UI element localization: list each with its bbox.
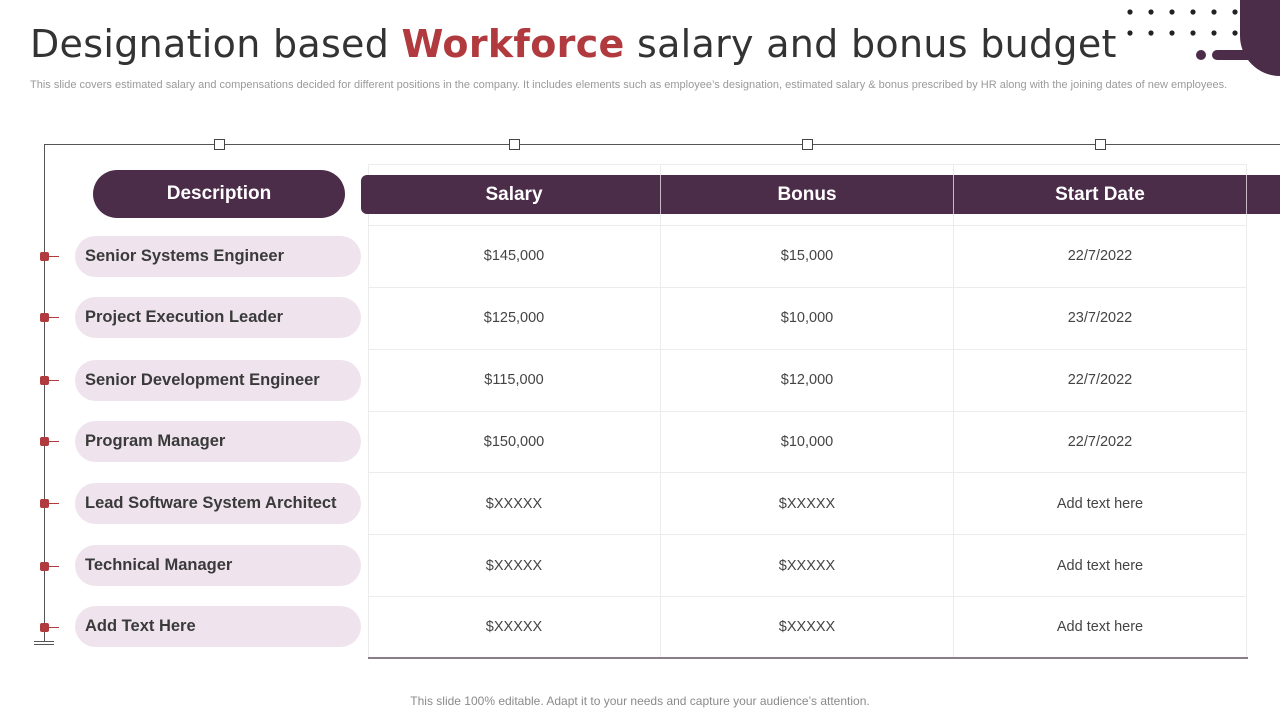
start-date-cell: Add text here bbox=[1056, 558, 1144, 574]
page-subtitle: This slide covers estimated salary and compensations decided for different positions in the company. It includes elements such as employee’s designation, estimated salary & bonus prescribed by HR along with the joining dates of new employees. bbox=[30, 79, 1228, 91]
grid-line bbox=[368, 411, 1246, 412]
bonus-cell: $12,000 bbox=[780, 372, 834, 388]
row-description: Senior Development Engineer bbox=[75, 360, 361, 401]
bonus-cell: $15,000 bbox=[780, 248, 834, 264]
bonus-cell: $10,000 bbox=[780, 310, 834, 326]
grid-line bbox=[368, 472, 1246, 473]
decorative-dot bbox=[1196, 50, 1206, 60]
grid-line bbox=[368, 164, 1246, 165]
title-suffix: salary and bonus budget bbox=[624, 22, 1117, 66]
grid-line bbox=[368, 225, 1246, 226]
bonus-cell: $XXXXX bbox=[778, 496, 836, 512]
page-title bbox=[30, 22, 1117, 66]
start-date-cell: Add text here bbox=[1056, 496, 1144, 512]
bonus-cell: $XXXXX bbox=[778, 619, 836, 635]
start-date-cell: 23/7/2022 bbox=[1067, 310, 1133, 326]
header-separator bbox=[660, 175, 661, 214]
title-prefix: Designation based bbox=[30, 22, 402, 66]
row-description: Program Manager bbox=[75, 421, 361, 462]
decorative-bar bbox=[1212, 50, 1256, 60]
row-marker bbox=[40, 376, 49, 385]
row-marker-line bbox=[49, 256, 59, 257]
frame-base-line bbox=[34, 644, 54, 645]
row-description: Add Text Here bbox=[75, 606, 361, 647]
start-date-header: Start Date bbox=[1055, 183, 1145, 205]
start-date-cell: 22/7/2022 bbox=[1067, 372, 1133, 388]
header-separator bbox=[953, 175, 954, 214]
row-marker bbox=[40, 313, 49, 322]
row-marker bbox=[40, 499, 49, 508]
grid-line bbox=[1246, 164, 1247, 658]
row-marker bbox=[40, 623, 49, 632]
salary-header: Salary bbox=[485, 183, 543, 205]
footer-note: This slide 100% editable. Adapt it to your needs and capture your audience’s attention. bbox=[410, 694, 870, 708]
salary-cell: $XXXXX bbox=[485, 496, 543, 512]
row-description: Project Execution Leader bbox=[75, 297, 361, 338]
row-marker-line bbox=[49, 380, 59, 381]
row-marker-line bbox=[49, 503, 59, 504]
start-date-cell: 22/7/2022 bbox=[1067, 248, 1133, 264]
frame-handle bbox=[509, 139, 520, 150]
salary-cell: $115,000 bbox=[484, 372, 544, 388]
salary-cell: $XXXXX bbox=[485, 558, 543, 574]
title-accent: Workforce bbox=[401, 22, 625, 66]
frame-handle bbox=[214, 139, 225, 150]
grid-line bbox=[368, 534, 1246, 535]
row-marker-line bbox=[49, 627, 59, 628]
row-description: Senior Systems Engineer bbox=[75, 236, 361, 277]
row-marker-line bbox=[49, 317, 59, 318]
frame-handle bbox=[1095, 139, 1106, 150]
row-marker-line bbox=[49, 441, 59, 442]
salary-cell: $150,000 bbox=[483, 434, 545, 450]
header-separator bbox=[1246, 175, 1247, 214]
decorative-corner-shape bbox=[1240, 0, 1280, 76]
row-marker bbox=[40, 437, 49, 446]
grid-line bbox=[368, 349, 1246, 350]
row-marker-line bbox=[49, 566, 59, 567]
start-date-cell: Add text here bbox=[1056, 619, 1144, 635]
salary-cell: $XXXXX bbox=[485, 619, 543, 635]
row-description: Technical Manager bbox=[75, 545, 361, 586]
bonus-header: Bonus bbox=[777, 183, 837, 205]
decorative-dot-grid bbox=[1124, 6, 1244, 38]
description-header: Description bbox=[93, 170, 345, 218]
salary-cell: $145,000 bbox=[483, 248, 545, 264]
table-bottom-line bbox=[368, 657, 1248, 659]
bonus-cell: $10,000 bbox=[780, 434, 834, 450]
bonus-cell: $XXXXX bbox=[778, 558, 836, 574]
row-description: Lead Software System Architect bbox=[75, 483, 361, 524]
frame-base-line bbox=[34, 641, 54, 642]
row-marker bbox=[40, 252, 49, 261]
grid-line bbox=[368, 287, 1246, 288]
row-marker bbox=[40, 562, 49, 571]
salary-cell: $125,000 bbox=[483, 310, 545, 326]
start-date-cell: 22/7/2022 bbox=[1067, 434, 1133, 450]
frame-handle bbox=[802, 139, 813, 150]
grid-line bbox=[368, 596, 1246, 597]
